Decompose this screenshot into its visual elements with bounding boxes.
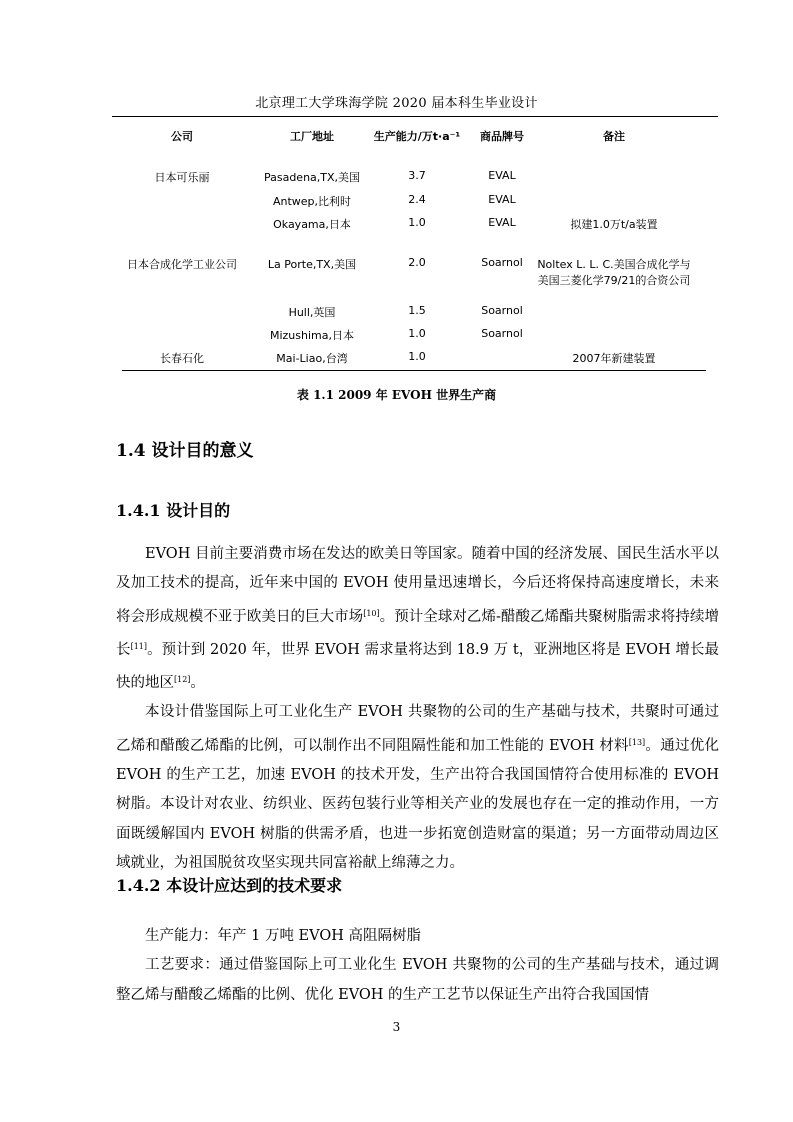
table-cell: 美国三菱化学79/21的合资公司 bbox=[537, 274, 691, 287]
paragraph: 工艺要求：通过借鉴国际上可工业化生 EVOH 共聚物的公司的生产基础与技术，通过调整乙烯与醋酸乙烯酯的比例、优化 EVOH 的生产工艺节以保证生产出符合我国国情 bbox=[116, 957, 719, 1003]
table-cell: Soarnol bbox=[481, 256, 523, 269]
table-cell: 拟建1.0万t/a装置 bbox=[570, 218, 658, 231]
body-text-1-4-2 bbox=[116, 922, 719, 1010]
citation: [10] bbox=[363, 608, 380, 618]
section-heading-1-4-1: 1.4.1 设计目的 bbox=[116, 501, 231, 520]
text-run: 。预计全球对乙烯-醋酸乙烯酯共聚树脂需求将持续增长 bbox=[116, 608, 720, 658]
table-cell: 1.0 bbox=[408, 350, 426, 363]
table-cell: 1.0 bbox=[408, 216, 426, 229]
paragraph bbox=[116, 540, 719, 698]
table-cell: Antwep,比利时 bbox=[272, 195, 352, 208]
section-heading-1-4-2: 1.4.2 本设计应达到的技术要求 bbox=[116, 876, 343, 895]
table-cell: Okayama,日本 bbox=[273, 218, 351, 231]
citation: [13] bbox=[628, 737, 646, 747]
body-text-1-4-1 bbox=[116, 540, 719, 878]
table-caption: 表 1.1 2009 年 EVOH 世界生产商 bbox=[296, 388, 497, 402]
table-cell: Mizushima,日本 bbox=[269, 329, 354, 342]
header-rule bbox=[112, 116, 718, 117]
table-cell: 日本合成化学工业公司 bbox=[127, 258, 237, 271]
table-cell: 1.5 bbox=[408, 304, 426, 317]
table-cell: 1.0 bbox=[408, 327, 426, 340]
table-header-company: 公司 bbox=[171, 130, 193, 143]
table-header-capacity: 生产能力/万t·a⁻¹ bbox=[373, 130, 461, 143]
text-run: 。 bbox=[190, 675, 205, 692]
table-header-note: 备注 bbox=[603, 130, 625, 143]
table-cell: Soarnol bbox=[481, 304, 523, 317]
text-run: 。预计到 2020 年，世界 EVOH 需求量将达到 18.9 万 t，亚洲地区将是 EVOH 增长最快的地区 bbox=[116, 641, 720, 692]
table-cell: 2.4 bbox=[408, 193, 426, 206]
table-cell: Pasadena,TX,美国 bbox=[263, 171, 361, 184]
text-run: EVOH 目前主要消费市场在发达的欧美日等国家。随着中国的经济发展、国民生活水平以及加工技术的提高，近年来中国的 EVOH 使用量迅速增长，今后还将保持高速度增长，未来将会形成规模不亚于欧美日的巨大市场 bbox=[116, 546, 719, 625]
table-bottom-rule bbox=[122, 370, 706, 371]
table-cell: Hull,英国 bbox=[288, 306, 336, 319]
table-cell: EVAL bbox=[488, 216, 516, 229]
paragraph bbox=[116, 698, 719, 878]
table-cell: EVAL bbox=[488, 169, 516, 182]
section-heading-1-4: 1.4 设计目的意义 bbox=[116, 441, 254, 461]
table-cell: 2007年新建装置 bbox=[572, 352, 656, 365]
text-run: 本设计借鉴国际上可工业化生产 EVOH 共聚物的公司的生产基础与技术，共聚时可通过乙烯和醋酸乙烯酯的比例，可以制作出不同阻隔性能和加工性能的 EVOH 材料 bbox=[116, 704, 719, 754]
table-cell: Mai-Liao,台湾 bbox=[276, 352, 348, 365]
page-number: 3 bbox=[392, 1020, 401, 1034]
table-header-brand: 商品牌号 bbox=[480, 130, 524, 143]
table-cell: Noltex L. L. C.美国合成化学与 bbox=[537, 258, 691, 271]
table-cell: 2.0 bbox=[408, 256, 426, 269]
citation: [11] bbox=[130, 641, 147, 651]
table-cell: EVAL bbox=[488, 193, 516, 206]
paragraph: 生产能力：年产 1 万吨 EVOH 高阻隔树脂 bbox=[145, 928, 421, 944]
table-cell: Soarnol bbox=[481, 327, 523, 340]
table-cell: 日本可乐丽 bbox=[154, 171, 210, 184]
table-cell: 长春石化 bbox=[160, 352, 204, 365]
text-run: 。通过优化 EVOH 的生产工艺，加速 EVOH 的技术开发，生产出符合我国国情符合使用标准的 EVOH 树脂。本设计对农业、纺织业、医药包装行业等相关产业的发展也存在一定的推动作用，一方面既缓解国内 EVOH 树脂的供需矛盾，也进一步拓宽创造财富的渠道；另一方面带动周边区域就业，为祖国脱贫攻坚实现共同富裕献上绵薄之力。 bbox=[116, 737, 719, 871]
table-cell: La Porte,TX,美国 bbox=[267, 258, 357, 271]
page-header: 北京理工大学珠海学院 2020 届本科生毕业设计 bbox=[255, 96, 538, 111]
table-cell: 3.7 bbox=[408, 169, 426, 182]
table-header-address: 工厂地址 bbox=[290, 130, 334, 143]
citation: [12] bbox=[174, 675, 191, 685]
